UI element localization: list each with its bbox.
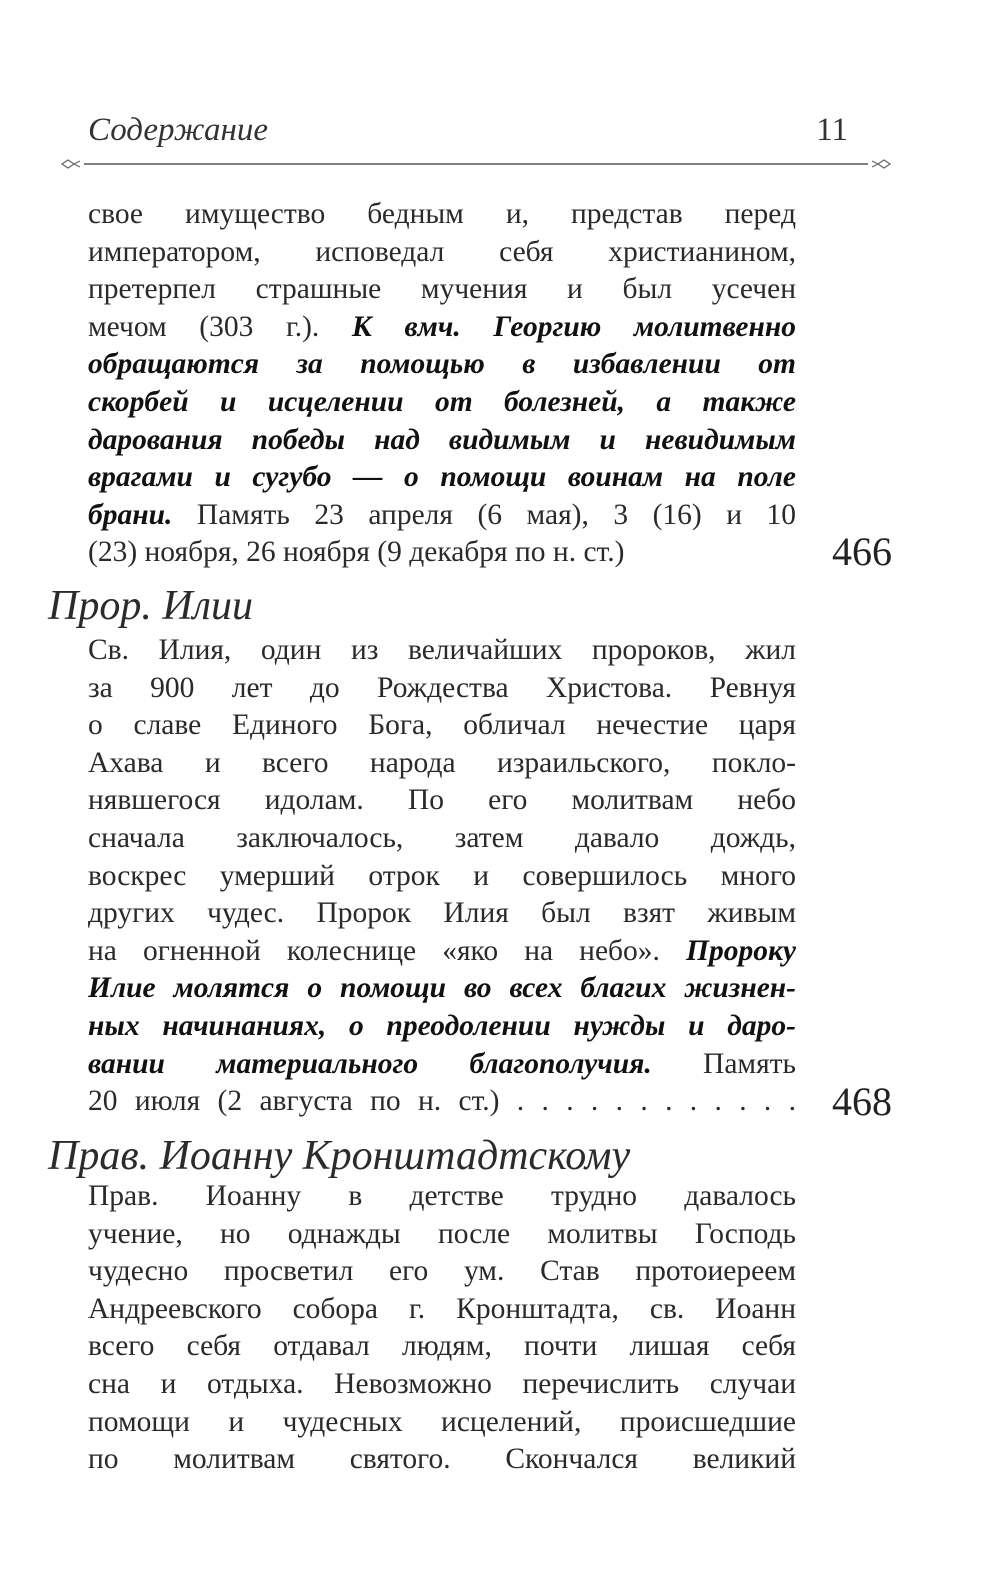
text-line: (23) ноября, 26 ноября (9 декабря по н. ст.) <box>88 536 625 569</box>
text-line: императором, исповедал себя христианином, <box>88 235 796 268</box>
text-run: Память 23 апреля (6 мая), 3 (16) и 10 <box>196 498 796 531</box>
text-line: чудесно просветил его ум. Став протоиереем <box>88 1255 796 1288</box>
header-rule-ornament <box>58 157 894 171</box>
section-heading: Прав. Иоанну Кронштадтскому <box>48 1133 631 1179</box>
emphasis-text: брани. <box>88 498 173 531</box>
text-line: Св. Илия, один из величайших пророков, жил <box>88 634 796 666</box>
text-line: воскрес умерший отрок и совершилось много <box>88 859 796 892</box>
text-line: сначала заключалось, затем давало дождь, <box>88 821 796 854</box>
text-line: Ахава и всего народа израильского, покло- <box>88 746 796 779</box>
entry-continuation <box>88 196 796 572</box>
text-line: помощи и чудесных исцелений, происшедшие <box>88 1405 796 1438</box>
entry-text <box>88 1178 796 1479</box>
emphasis-text: К вмч. Георгию молитвенно <box>351 310 797 343</box>
text-line: за 900 лет до Рождества Христова. Ревнуя <box>88 671 796 704</box>
text-run: мечом (303 г.). <box>88 310 320 343</box>
section-heading: Прор. Илии <box>48 583 253 629</box>
text-line: всего себя отдавал людям, почти лишая себя <box>88 1330 796 1363</box>
emphasis-line: скорбей и исцелении от болезней, а также <box>88 385 796 418</box>
running-header <box>88 112 848 152</box>
text-line: других чудес. Пророк Илия был взят живым <box>88 897 796 930</box>
emphasis-text: вании материального благополучия. <box>88 1047 652 1080</box>
text-line: по молитвам святого. Скончался великий <box>88 1443 796 1476</box>
text-line: о славе Единого Бога, обличал нечестие царя <box>88 709 796 742</box>
header-title: Содержание <box>88 112 269 148</box>
text-line <box>88 933 796 971</box>
text-line <box>88 309 796 347</box>
text-line: учение, но однажды после молитвы Господь <box>88 1217 796 1250</box>
emphasis-line: дарования победы над видимым и невидимым <box>88 423 796 456</box>
page-reference: 466 <box>832 529 892 574</box>
text-line: претерпел страшные мучения и был усечен <box>88 273 796 306</box>
text-line <box>88 497 796 535</box>
text-run: на огненной колеснице «яко на небо». <box>88 934 660 967</box>
emphasis-line: Илие молятся о помощи во всех благих жизнен- <box>88 972 796 1005</box>
emphasis-line: обращаются за помощью в избавлении от <box>88 348 796 381</box>
text-line: свое имущество бедным и, представ перед <box>88 198 796 230</box>
entry-text <box>88 632 796 1121</box>
emphasis-line: врагами и сугубо — о помощи воинам на поле <box>88 461 796 494</box>
text-line: сна и отдыха. Невозможно перечислить случаи <box>88 1367 796 1400</box>
page-reference: 468 <box>832 1079 892 1124</box>
emphasis-line: ных начинаниях, о преодолении нужды и даро- <box>88 1009 796 1042</box>
text-line: Прав. Иоанну в детстве трудно давалось <box>88 1180 796 1212</box>
text-run: Память <box>703 1047 796 1080</box>
emphasis-text: Пророку <box>686 934 796 967</box>
text-line <box>88 1046 796 1084</box>
text-line: Андреевского собора г. Кронштадта, св. Иоанн <box>88 1292 796 1325</box>
text-run: 20 июля (2 августа по н. ст.) <box>88 1085 500 1118</box>
text-line: нявшегося идолам. По его молитвам небо <box>88 784 796 817</box>
dot-leader: . . . . . . . . . . . . <box>516 1085 797 1118</box>
header-page-number: 11 <box>816 112 848 148</box>
text-line <box>88 1083 796 1121</box>
